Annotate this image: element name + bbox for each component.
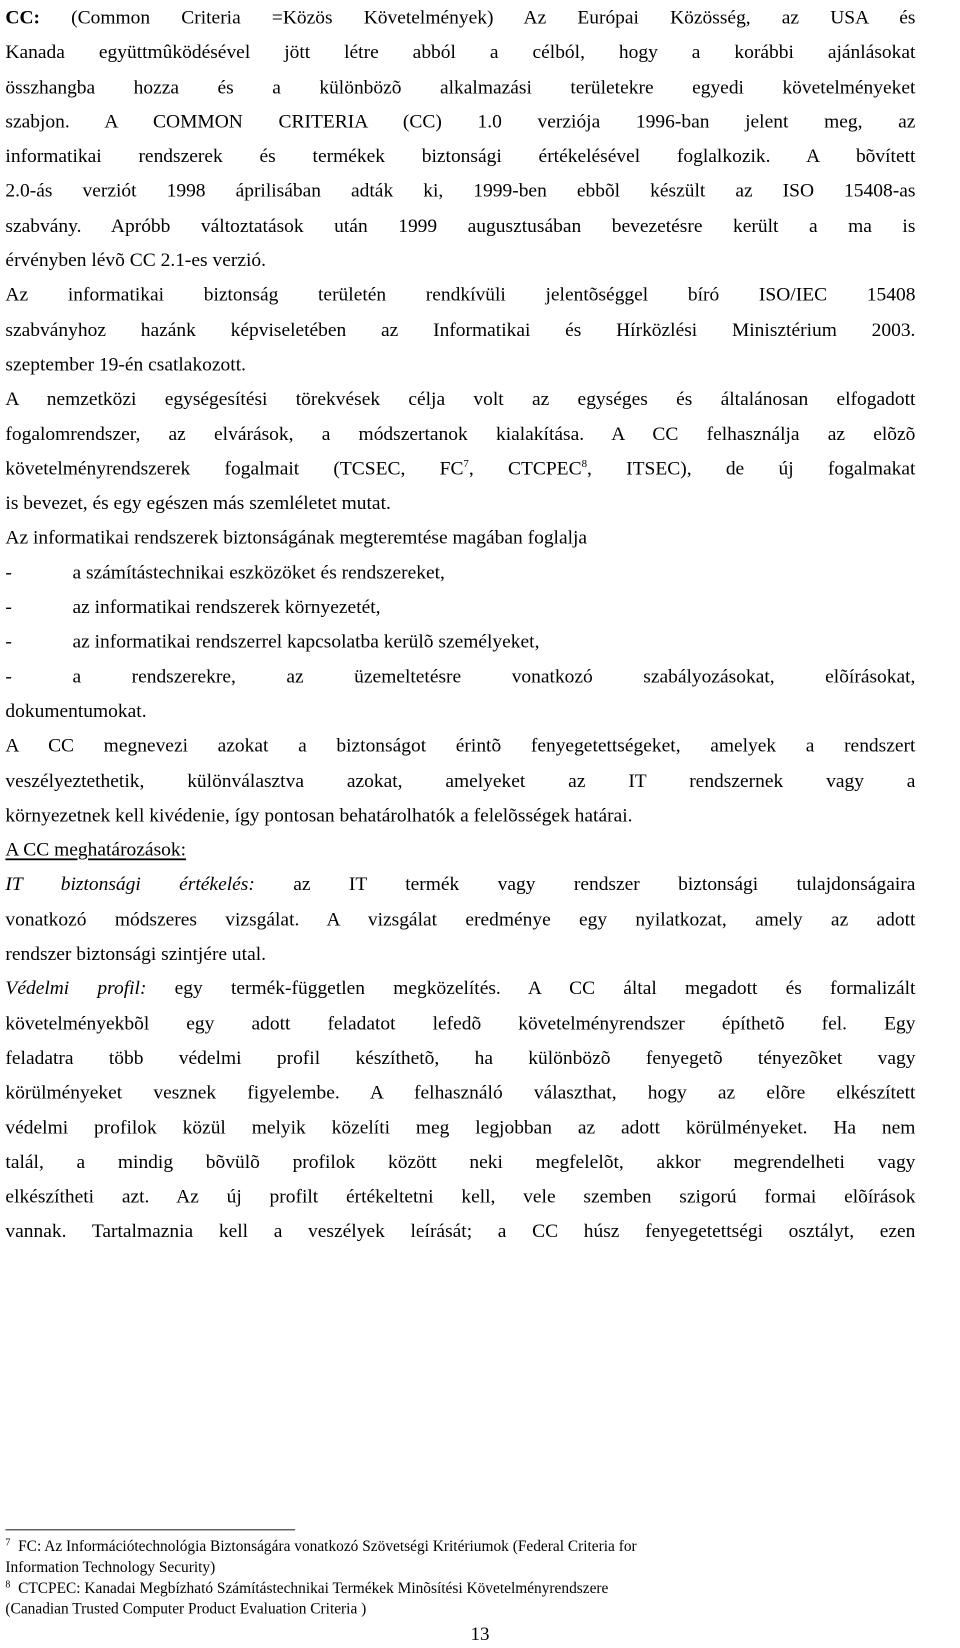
body-text bbox=[5, 0, 915, 1248]
p1-line-1-rest: (Common Criteria =Közös Követelmények) Az Európai Közösség, az USA és bbox=[71, 6, 916, 29]
paragraph-line: A nemzetközi egységesítési törekvések célja volt az egységes és általánosan elfogadott bbox=[5, 387, 916, 410]
cc-abbrev: CC: bbox=[5, 6, 41, 29]
paragraph-line: érvényben lévõ CC 2.1-es verzió. bbox=[5, 249, 267, 271]
section-heading bbox=[5, 832, 915, 867]
definition-line bbox=[5, 971, 915, 1006]
footnote-ref-7[interactable]: 7 bbox=[463, 457, 469, 470]
p3-text: , ITSEC), de új fogalmakat bbox=[587, 457, 916, 479]
list-item-text: a számítástechnikai eszközöket és rendszereket, bbox=[72, 561, 445, 583]
definition-line bbox=[5, 867, 915, 902]
list-item-text: az informatikai rendszerrel kapcsolatba kerülõ személyeket, bbox=[72, 630, 540, 653]
paragraph-line: összhangba hozza és a különbözõ alkalmazási területekre egyedi követelményeket bbox=[5, 75, 916, 98]
footnote-separator bbox=[5, 1529, 295, 1530]
paragraph-line: Kanada együttmûködésével jött létre abból a célból, hogy a korábbi ajánlásokat bbox=[5, 41, 916, 63]
paragraph-line bbox=[5, 0, 915, 35]
heading-text: A CC meghatározások: bbox=[5, 838, 187, 861]
definition-term: Védelmi profil: bbox=[5, 977, 147, 1000]
definition-line: körülményeket vesznek figyelembe. A felhasználó választhat, hogy az elõre elkészített bbox=[5, 1081, 916, 1104]
footnotes bbox=[5, 1536, 915, 1619]
list-item bbox=[5, 590, 915, 625]
paragraph-line: veszélyeztethetik, különválasztva azokat, amelyeket az IT rendszernek vagy a bbox=[5, 769, 916, 791]
paragraph-line: is bevezet, és egy egészen más szemléletet mutat. bbox=[5, 491, 391, 514]
paragraph-line: Az informatikai rendszerek biztonságának megteremtése magában foglalja bbox=[5, 526, 588, 549]
list-item bbox=[5, 555, 915, 590]
footnote-text: CTCPEC: Kanadai Megbízható Számítástechnikai Termékek Minõsítési Követelményrendszere bbox=[18, 1579, 609, 1597]
footnote-line: (Canadian Trusted Computer Product Evaluation Criteria ) bbox=[5, 1600, 367, 1618]
definition-line: vannak. Tartalmaznia kell a veszélyek leírását; a CC húsz fenyegetettségi osztályt, ezen bbox=[5, 1220, 916, 1242]
paragraph-line: Az informatikai biztonság területén rendkívüli jelentõséggel bíró ISO/IEC 15408 bbox=[5, 283, 916, 306]
list-item bbox=[5, 659, 915, 694]
dash-bullet: - bbox=[5, 595, 12, 618]
definition-text: egy termék-független megközelítés. A CC által megadott és formalizált bbox=[174, 977, 916, 1000]
footnote-text: FC: Az Információtechnológia Biztonságára vonatkozó Szövetségi Kritériumok (Federal Criteria for bbox=[18, 1537, 637, 1555]
footnote-ref-8[interactable]: 8 bbox=[581, 457, 588, 470]
paragraph-line: informatikai rendszerek és termékek biztonsági értékelésével foglalkozik. A bõvített bbox=[5, 145, 916, 167]
definition-line: talál, a mindig bõvülõ profilok között neki megfelelõt, akkor megrendelheti vagy bbox=[5, 1150, 916, 1173]
dash-bullet: - bbox=[5, 665, 12, 687]
definition-line: védelmi profilok közül melyik közelíti meg legjobban az adott körülményeket. Ha nem bbox=[5, 1116, 916, 1138]
footnote-number: 8 bbox=[5, 1579, 11, 1591]
footnote-line: Information Technology Security) bbox=[5, 1558, 216, 1576]
definition-line: követelményekbõl egy adott feladatot lefedõ követelményrendszer építhetõ fel. Egy bbox=[5, 1011, 916, 1034]
list-item-text: a rendszerekre, az üzemeltetésre vonatkozó szabályozásokat, elõírásokat, bbox=[72, 665, 916, 687]
p3-text: , CTCPEC bbox=[468, 457, 582, 479]
p3-text: követelményrendszerek fogalmait (TCSEC, FC bbox=[5, 457, 464, 479]
definition-line: rendszer biztonsági szintjére utal. bbox=[5, 942, 267, 965]
paragraph-line: szabvány. Apróbb változtatások után 1999 augusztusában bevezetésre került a ma is bbox=[5, 214, 916, 237]
list-item bbox=[5, 624, 915, 659]
footnote-line bbox=[5, 1577, 915, 1598]
dash-bullet: - bbox=[5, 630, 12, 653]
definition-term: IT biztonsági értékelés: bbox=[5, 873, 255, 896]
dash-bullet: - bbox=[5, 561, 12, 583]
paragraph-line: szabjon. A COMMON CRITERIA (CC) 1.0 verziója 1996-ban jelent meg, az bbox=[5, 110, 916, 133]
paragraph-line: szeptember 19-én csatlakozott. bbox=[5, 353, 246, 375]
footnote-number: 7 bbox=[5, 1537, 11, 1549]
paragraph-line: környezetnek kell kivédenie, így pontosan behatárolhatók a felelõsségek határai. bbox=[5, 803, 633, 826]
definition-line: feladatra több védelmi profil készíthetõ, ha különbözõ fenyegetõ tényezõket vagy bbox=[5, 1046, 916, 1069]
paragraph-line: fogalomrendszer, az elvárások, a módszertanok kialakítása. A CC felhasználja az elõzõ bbox=[5, 422, 916, 445]
definition-line: elkészítheti azt. Az új profilt értékeltetni kell, vele szemben szigorú formai elõírások bbox=[5, 1185, 916, 1208]
list-item-text: az informatikai rendszerek környezetét, bbox=[72, 595, 381, 618]
paragraph-line: dokumentumokat. bbox=[5, 699, 147, 722]
paragraph-line: szabványhoz hazánk képviseletében az Informatikai és Hírközlési Minisztérium 2003. bbox=[5, 318, 916, 341]
paragraph-line: 2.0-ás verziót 1998 áprilisában adták ki, 1999-ben ebbõl készült az ISO 15408-as bbox=[5, 179, 916, 202]
page-number: 13 bbox=[470, 1622, 490, 1645]
paragraph-line bbox=[5, 451, 915, 486]
footnote-line bbox=[5, 1536, 915, 1557]
definition-text: az IT termék vagy rendszer biztonsági tulajdonságaira bbox=[293, 873, 916, 896]
definition-line: vonatkozó módszeres vizsgálat. A vizsgálat eredménye egy nyilatkozat, amely az adott bbox=[5, 907, 916, 930]
paragraph-line: A CC megnevezi azokat a biztonságot érintõ fenyegetettségeket, amelyek a rendszert bbox=[5, 734, 916, 757]
